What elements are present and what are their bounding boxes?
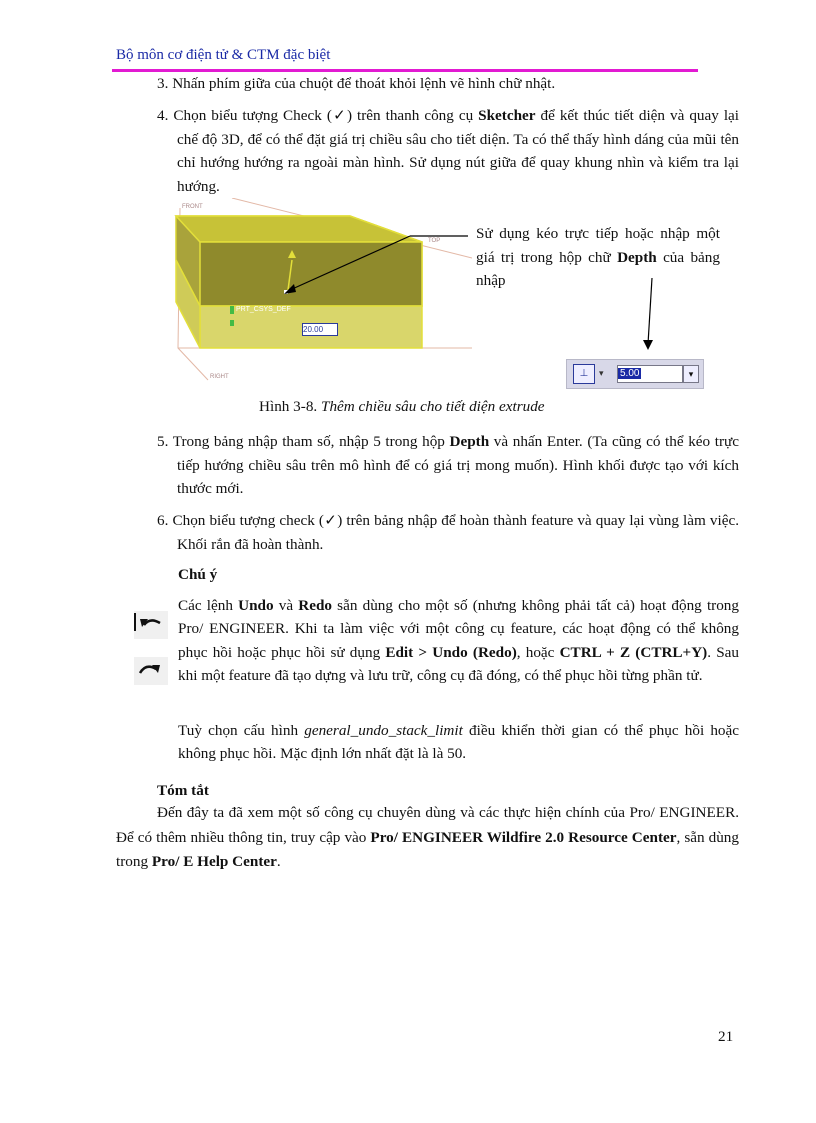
summary-title: Tóm tắt — [157, 782, 209, 799]
summary-paragraph: Đến đây ta đã xem một số công cụ chuyên dùng và các thực hiện chính của Pro/ ENGINEER. Để có thêm nhiều thông tin, truy cập vào Pro/ ENGINEER Wildfire 2.0 Resource Center, sẵn dùng trong Pro/ E Help Center. — [116, 804, 739, 870]
depth-input[interactable]: 5.00 — [617, 365, 683, 383]
depth-value-field[interactable]: 20.00 — [302, 323, 338, 336]
undo-icon — [134, 611, 168, 639]
figure-caption: Hình 3-8. Thêm chiều sâu cho tiết diện extrude — [259, 398, 545, 415]
front-label: FRONT — [182, 204, 203, 210]
running-header: Bộ môn cơ điện tử & CTM đặc biệt — [116, 47, 331, 63]
redo-icon — [134, 657, 168, 685]
list-item-6: 6. Chọn biểu tượng check (✓) trên bảng nhập để hoàn thành feature và quay lại vùng làm việc. Khối rắn đã hoàn thành. — [157, 512, 739, 553]
figure-callout: Sử dụng kéo trực tiếp hoặc nhập một giá trị trong hộp chữ Depth của bảng nhập — [476, 225, 720, 289]
list-item-5: 5. Trong bảng nhập tham số, nhập 5 trong hộp Depth và nhấn Enter. (Ta cũng có thể kéo trực tiếp hướng chiều sâu trên mô hình để có giá trị mong muốn). Hình khối được tạo với kích thước mới. — [157, 433, 739, 497]
note-paragraph-2: Tuỳ chọn cấu hình general_undo_stack_limit điều khiển thời gian có thể phục hồi hoặc không phục hồi. Mặc định lớn nhất đặt là là 50. — [178, 722, 740, 763]
right-label: RIGHT — [210, 374, 229, 380]
note-title: Chú ý — [178, 566, 218, 583]
csys-label: PRT_CSYS_DEF — [236, 306, 291, 313]
chevron-down-icon[interactable]: ▾ — [599, 368, 604, 378]
top-label: TOP — [428, 238, 441, 244]
depth-dropdown-icon[interactable]: ▾ — [683, 365, 699, 383]
depth-option-icon[interactable]: ⊥ — [573, 364, 595, 384]
list-item-3: 3. Nhấn phím giữa của chuột để thoát khỏi lệnh vẽ hình chữ nhật. — [157, 75, 556, 92]
page-number: 21 — [718, 1028, 734, 1045]
list-item-4: 4. Chọn biểu tượng Check (✓) trên thanh công cụ Sketcher để kết thúc tiết diện và quay lại chế độ 3D, để có thể đặt giá trị chiều sâu cho tiết diện. Ta có thể thấy hình dáng của mũi tên chỉ hướng hướng ra ngoài màn hình. Sử dụng nút giữa để quay khung nhìn và kiểm tra lại hướng. — [157, 107, 739, 195]
note-paragraph-1: Các lệnh Undo và Redo sẵn dùng cho một số (nhưng không phải tất cả) hoạt động trong Pro/ ENGINEER. Khi ta làm việc với một công cụ feature, các hoạt động có thể không phục hồi hoặc phục hồi sử dụng Edit > Undo (Redo), hoặc CTRL + Z (CTRL+Y). Sau khi một feature đã tạo dựng và lưu trữ, công cụ đã đóng, có thể phục hồi từng phần tử. — [178, 597, 739, 685]
depth-toolbar — [566, 359, 704, 389]
